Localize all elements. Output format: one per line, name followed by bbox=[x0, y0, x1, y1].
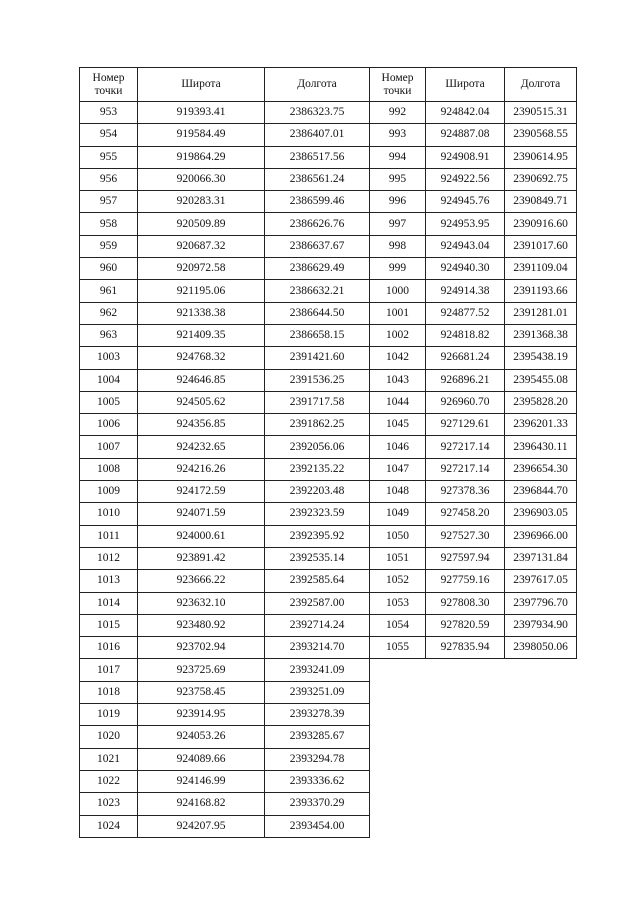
cell-number-2: 1046 bbox=[370, 436, 426, 458]
cell-latitude-2: 924887.08 bbox=[426, 124, 505, 146]
cell-latitude: 924646.85 bbox=[138, 369, 265, 391]
table-row bbox=[80, 681, 577, 703]
cell-latitude: 920066.30 bbox=[138, 168, 265, 190]
cell-number: 1006 bbox=[80, 414, 138, 436]
table-row bbox=[80, 102, 577, 124]
empty-cell bbox=[426, 770, 505, 792]
cell-number: 953 bbox=[80, 102, 138, 124]
empty-cell bbox=[426, 793, 505, 815]
table-row bbox=[80, 748, 577, 770]
cell-longitude-2: 2390849.71 bbox=[505, 191, 577, 213]
cell-latitude: 920972.58 bbox=[138, 258, 265, 280]
cell-number: 954 bbox=[80, 124, 138, 146]
cell-latitude-2: 927217.14 bbox=[426, 436, 505, 458]
cell-latitude: 923702.94 bbox=[138, 637, 265, 659]
cell-latitude: 919393.41 bbox=[138, 102, 265, 124]
cell-number-2: 1051 bbox=[370, 547, 426, 569]
table-row bbox=[80, 614, 577, 636]
cell-number-2: 1045 bbox=[370, 414, 426, 436]
empty-cell bbox=[426, 815, 505, 837]
cell-longitude-2: 2396201.33 bbox=[505, 414, 577, 436]
cell-latitude-2: 927820.59 bbox=[426, 614, 505, 636]
cell-longitude: 2392135.22 bbox=[265, 458, 370, 480]
cell-latitude: 924089.66 bbox=[138, 748, 265, 770]
cell-longitude: 2386644.50 bbox=[265, 302, 370, 324]
cell-number: 1013 bbox=[80, 570, 138, 592]
empty-cell bbox=[505, 748, 577, 770]
cell-longitude-2: 2396654.30 bbox=[505, 458, 577, 480]
cell-number: 1005 bbox=[80, 391, 138, 413]
cell-number-2: 1052 bbox=[370, 570, 426, 592]
cell-longitude: 2386323.75 bbox=[265, 102, 370, 124]
cell-number-2: 997 bbox=[370, 213, 426, 235]
empty-cell bbox=[370, 726, 426, 748]
table-row bbox=[80, 592, 577, 614]
cell-longitude-2: 2390692.75 bbox=[505, 168, 577, 190]
cell-longitude-2: 2397617.05 bbox=[505, 570, 577, 592]
table-row bbox=[80, 570, 577, 592]
cell-number: 1004 bbox=[80, 369, 138, 391]
cell-number-2: 1049 bbox=[370, 503, 426, 525]
cell-number: 1014 bbox=[80, 592, 138, 614]
coordinates-table bbox=[79, 67, 577, 838]
table-row bbox=[80, 280, 577, 302]
empty-cell bbox=[505, 793, 577, 815]
table-row bbox=[80, 704, 577, 726]
cell-longitude: 2386599.46 bbox=[265, 191, 370, 213]
table-row bbox=[80, 124, 577, 146]
cell-number-2: 1047 bbox=[370, 458, 426, 480]
empty-cell bbox=[426, 659, 505, 681]
cell-longitude-2: 2390916.60 bbox=[505, 213, 577, 235]
cell-latitude: 923914.95 bbox=[138, 704, 265, 726]
empty-cell bbox=[505, 815, 577, 837]
cell-longitude: 2393294.78 bbox=[265, 748, 370, 770]
cell-longitude-2: 2391281.01 bbox=[505, 302, 577, 324]
cell-number: 955 bbox=[80, 146, 138, 168]
cell-number: 960 bbox=[80, 258, 138, 280]
cell-latitude-2: 927217.14 bbox=[426, 458, 505, 480]
cell-latitude-2: 927527.30 bbox=[426, 525, 505, 547]
cell-number-2: 992 bbox=[370, 102, 426, 124]
cell-longitude-2: 2395828.20 bbox=[505, 391, 577, 413]
cell-latitude: 923666.22 bbox=[138, 570, 265, 592]
cell-number: 1021 bbox=[80, 748, 138, 770]
cell-number: 1010 bbox=[80, 503, 138, 525]
cell-latitude: 924768.32 bbox=[138, 347, 265, 369]
cell-latitude-2: 926681.24 bbox=[426, 347, 505, 369]
empty-cell bbox=[370, 704, 426, 726]
empty-cell bbox=[370, 793, 426, 815]
cell-longitude: 2393214.70 bbox=[265, 637, 370, 659]
cell-latitude: 924000.61 bbox=[138, 525, 265, 547]
cell-number: 1008 bbox=[80, 458, 138, 480]
cell-latitude: 924207.95 bbox=[138, 815, 265, 837]
cell-number-2: 1042 bbox=[370, 347, 426, 369]
cell-number: 1020 bbox=[80, 726, 138, 748]
table-row bbox=[80, 481, 577, 503]
cell-latitude-2: 924940.30 bbox=[426, 258, 505, 280]
cell-longitude: 2386561.24 bbox=[265, 168, 370, 190]
table-row bbox=[80, 525, 577, 547]
table-row bbox=[80, 324, 577, 346]
empty-cell bbox=[370, 748, 426, 770]
cell-longitude: 2393370.29 bbox=[265, 793, 370, 815]
cell-longitude-2: 2396903.05 bbox=[505, 503, 577, 525]
cell-latitude: 924216.26 bbox=[138, 458, 265, 480]
cell-latitude: 923725.69 bbox=[138, 659, 265, 681]
table-row bbox=[80, 369, 577, 391]
cell-longitude: 2391421.60 bbox=[265, 347, 370, 369]
cell-latitude: 924172.59 bbox=[138, 481, 265, 503]
empty-cell bbox=[370, 770, 426, 792]
cell-longitude-2: 2397796.70 bbox=[505, 592, 577, 614]
cell-longitude: 2392203.48 bbox=[265, 481, 370, 503]
cell-latitude-2: 927597.94 bbox=[426, 547, 505, 569]
cell-latitude: 919864.29 bbox=[138, 146, 265, 168]
cell-number: 1024 bbox=[80, 815, 138, 837]
header-point-number bbox=[80, 68, 138, 102]
cell-longitude-2: 2397934.90 bbox=[505, 614, 577, 636]
cell-number-2: 1054 bbox=[370, 614, 426, 636]
cell-number-2: 1048 bbox=[370, 481, 426, 503]
cell-longitude: 2393454.00 bbox=[265, 815, 370, 837]
cell-longitude-2: 2390568.55 bbox=[505, 124, 577, 146]
empty-cell bbox=[426, 704, 505, 726]
cell-number: 1016 bbox=[80, 637, 138, 659]
cell-number-2: 1050 bbox=[370, 525, 426, 547]
cell-longitude: 2386658.15 bbox=[265, 324, 370, 346]
cell-number: 1003 bbox=[80, 347, 138, 369]
cell-longitude: 2391862.25 bbox=[265, 414, 370, 436]
cell-latitude-2: 924922.56 bbox=[426, 168, 505, 190]
cell-number: 1017 bbox=[80, 659, 138, 681]
cell-number-2: 1002 bbox=[370, 324, 426, 346]
table-row bbox=[80, 391, 577, 413]
cell-latitude-2: 927808.30 bbox=[426, 592, 505, 614]
cell-longitude: 2386632.21 bbox=[265, 280, 370, 302]
cell-longitude: 2392535.14 bbox=[265, 547, 370, 569]
cell-latitude-2: 927129.61 bbox=[426, 414, 505, 436]
cell-latitude-2: 924908.91 bbox=[426, 146, 505, 168]
header-point-number-label: Номер точки bbox=[381, 71, 414, 97]
table-row bbox=[80, 146, 577, 168]
cell-number-2: 996 bbox=[370, 191, 426, 213]
cell-longitude: 2393285.67 bbox=[265, 726, 370, 748]
cell-number: 1022 bbox=[80, 770, 138, 792]
table-row bbox=[80, 726, 577, 748]
cell-latitude: 923480.92 bbox=[138, 614, 265, 636]
empty-cell bbox=[505, 681, 577, 703]
table-row bbox=[80, 503, 577, 525]
empty-cell bbox=[426, 726, 505, 748]
cell-latitude: 923891.42 bbox=[138, 547, 265, 569]
cell-number: 958 bbox=[80, 213, 138, 235]
cell-number: 961 bbox=[80, 280, 138, 302]
empty-cell bbox=[370, 815, 426, 837]
cell-latitude-2: 924914.38 bbox=[426, 280, 505, 302]
cell-number: 1007 bbox=[80, 436, 138, 458]
cell-longitude: 2392714.24 bbox=[265, 614, 370, 636]
cell-latitude: 924356.85 bbox=[138, 414, 265, 436]
cell-longitude: 2393241.09 bbox=[265, 659, 370, 681]
table-row bbox=[80, 302, 577, 324]
cell-number-2: 1053 bbox=[370, 592, 426, 614]
table-row bbox=[80, 659, 577, 681]
cell-latitude: 923632.10 bbox=[138, 592, 265, 614]
cell-latitude: 920283.31 bbox=[138, 191, 265, 213]
header-latitude-2: Широта bbox=[426, 68, 505, 102]
table-row bbox=[80, 235, 577, 257]
cell-number: 1023 bbox=[80, 793, 138, 815]
header-point-number-label: Номер точки bbox=[92, 71, 125, 97]
cell-longitude-2: 2396966.00 bbox=[505, 525, 577, 547]
cell-latitude: 921195.06 bbox=[138, 280, 265, 302]
cell-latitude-2: 924842.04 bbox=[426, 102, 505, 124]
cell-latitude-2: 927458.20 bbox=[426, 503, 505, 525]
cell-number: 957 bbox=[80, 191, 138, 213]
cell-latitude: 924168.82 bbox=[138, 793, 265, 815]
cell-longitude: 2392323.59 bbox=[265, 503, 370, 525]
cell-longitude: 2392587.00 bbox=[265, 592, 370, 614]
empty-cell bbox=[505, 726, 577, 748]
cell-number-2: 1044 bbox=[370, 391, 426, 413]
cell-number: 1019 bbox=[80, 704, 138, 726]
table-row bbox=[80, 547, 577, 569]
cell-latitude: 924053.26 bbox=[138, 726, 265, 748]
cell-longitude-2: 2398050.06 bbox=[505, 637, 577, 659]
cell-number-2: 998 bbox=[370, 235, 426, 257]
cell-longitude: 2391536.25 bbox=[265, 369, 370, 391]
cell-latitude: 924071.59 bbox=[138, 503, 265, 525]
cell-number: 1009 bbox=[80, 481, 138, 503]
cell-latitude: 920509.89 bbox=[138, 213, 265, 235]
cell-latitude-2: 927378.36 bbox=[426, 481, 505, 503]
cell-number-2: 994 bbox=[370, 146, 426, 168]
cell-number: 1012 bbox=[80, 547, 138, 569]
table-row bbox=[80, 770, 577, 792]
cell-longitude-2: 2390515.31 bbox=[505, 102, 577, 124]
table-row bbox=[80, 347, 577, 369]
table-header-row bbox=[80, 68, 577, 102]
cell-number-2: 1001 bbox=[370, 302, 426, 324]
table-row bbox=[80, 793, 577, 815]
cell-longitude: 2386517.56 bbox=[265, 146, 370, 168]
cell-latitude: 921338.38 bbox=[138, 302, 265, 324]
cell-longitude-2: 2397131.84 bbox=[505, 547, 577, 569]
header-longitude: Долгота bbox=[265, 68, 370, 102]
cell-longitude: 2391717.58 bbox=[265, 391, 370, 413]
cell-longitude: 2393336.62 bbox=[265, 770, 370, 792]
cell-latitude: 919584.49 bbox=[138, 124, 265, 146]
cell-number: 1015 bbox=[80, 614, 138, 636]
cell-longitude-2: 2391368.38 bbox=[505, 324, 577, 346]
cell-number-2: 995 bbox=[370, 168, 426, 190]
cell-latitude-2: 924953.95 bbox=[426, 213, 505, 235]
cell-number-2: 1055 bbox=[370, 637, 426, 659]
cell-longitude: 2386629.49 bbox=[265, 258, 370, 280]
cell-number: 956 bbox=[80, 168, 138, 190]
cell-latitude-2: 926960.70 bbox=[426, 391, 505, 413]
cell-latitude-2: 924943.04 bbox=[426, 235, 505, 257]
empty-cell bbox=[370, 659, 426, 681]
table-row bbox=[80, 168, 577, 190]
cell-longitude: 2386637.67 bbox=[265, 235, 370, 257]
cell-number: 963 bbox=[80, 324, 138, 346]
empty-cell bbox=[505, 659, 577, 681]
cell-longitude: 2393251.09 bbox=[265, 681, 370, 703]
table-row bbox=[80, 213, 577, 235]
cell-longitude-2: 2390614.95 bbox=[505, 146, 577, 168]
cell-latitude: 924505.62 bbox=[138, 391, 265, 413]
table-row bbox=[80, 258, 577, 280]
cell-number-2: 1000 bbox=[370, 280, 426, 302]
table-row bbox=[80, 458, 577, 480]
cell-number: 1011 bbox=[80, 525, 138, 547]
cell-longitude-2: 2391109.04 bbox=[505, 258, 577, 280]
cell-latitude: 923758.45 bbox=[138, 681, 265, 703]
cell-latitude: 921409.35 bbox=[138, 324, 265, 346]
cell-number-2: 999 bbox=[370, 258, 426, 280]
header-longitude-2: Долгота bbox=[505, 68, 577, 102]
cell-longitude: 2392395.92 bbox=[265, 525, 370, 547]
cell-latitude-2: 926896.21 bbox=[426, 369, 505, 391]
empty-cell bbox=[505, 704, 577, 726]
cell-longitude-2: 2396430.11 bbox=[505, 436, 577, 458]
empty-cell bbox=[370, 681, 426, 703]
cell-latitude-2: 924945.76 bbox=[426, 191, 505, 213]
header-latitude: Широта bbox=[138, 68, 265, 102]
cell-latitude: 924146.99 bbox=[138, 770, 265, 792]
cell-longitude-2: 2395455.08 bbox=[505, 369, 577, 391]
cell-number-2: 1043 bbox=[370, 369, 426, 391]
cell-longitude-2: 2396844.70 bbox=[505, 481, 577, 503]
table-row bbox=[80, 436, 577, 458]
empty-cell bbox=[505, 770, 577, 792]
cell-latitude-2: 927759.16 bbox=[426, 570, 505, 592]
empty-cell bbox=[426, 681, 505, 703]
table-row bbox=[80, 414, 577, 436]
cell-latitude-2: 927835.94 bbox=[426, 637, 505, 659]
cell-latitude: 920687.32 bbox=[138, 235, 265, 257]
cell-latitude: 924232.65 bbox=[138, 436, 265, 458]
table-row bbox=[80, 815, 577, 837]
table-row bbox=[80, 637, 577, 659]
cell-longitude: 2386407.01 bbox=[265, 124, 370, 146]
cell-longitude-2: 2395438.19 bbox=[505, 347, 577, 369]
table-row bbox=[80, 191, 577, 213]
cell-longitude-2: 2391017.60 bbox=[505, 235, 577, 257]
cell-longitude: 2386626.76 bbox=[265, 213, 370, 235]
cell-latitude-2: 924818.82 bbox=[426, 324, 505, 346]
cell-latitude-2: 924877.52 bbox=[426, 302, 505, 324]
cell-number-2: 993 bbox=[370, 124, 426, 146]
cell-number: 1018 bbox=[80, 681, 138, 703]
cell-number: 962 bbox=[80, 302, 138, 324]
empty-cell bbox=[426, 748, 505, 770]
table-body bbox=[80, 102, 577, 838]
cell-longitude-2: 2391193.66 bbox=[505, 280, 577, 302]
cell-longitude: 2393278.39 bbox=[265, 704, 370, 726]
cell-longitude: 2392056.06 bbox=[265, 436, 370, 458]
header-point-number-2 bbox=[370, 68, 426, 102]
cell-number: 959 bbox=[80, 235, 138, 257]
cell-longitude: 2392585.64 bbox=[265, 570, 370, 592]
